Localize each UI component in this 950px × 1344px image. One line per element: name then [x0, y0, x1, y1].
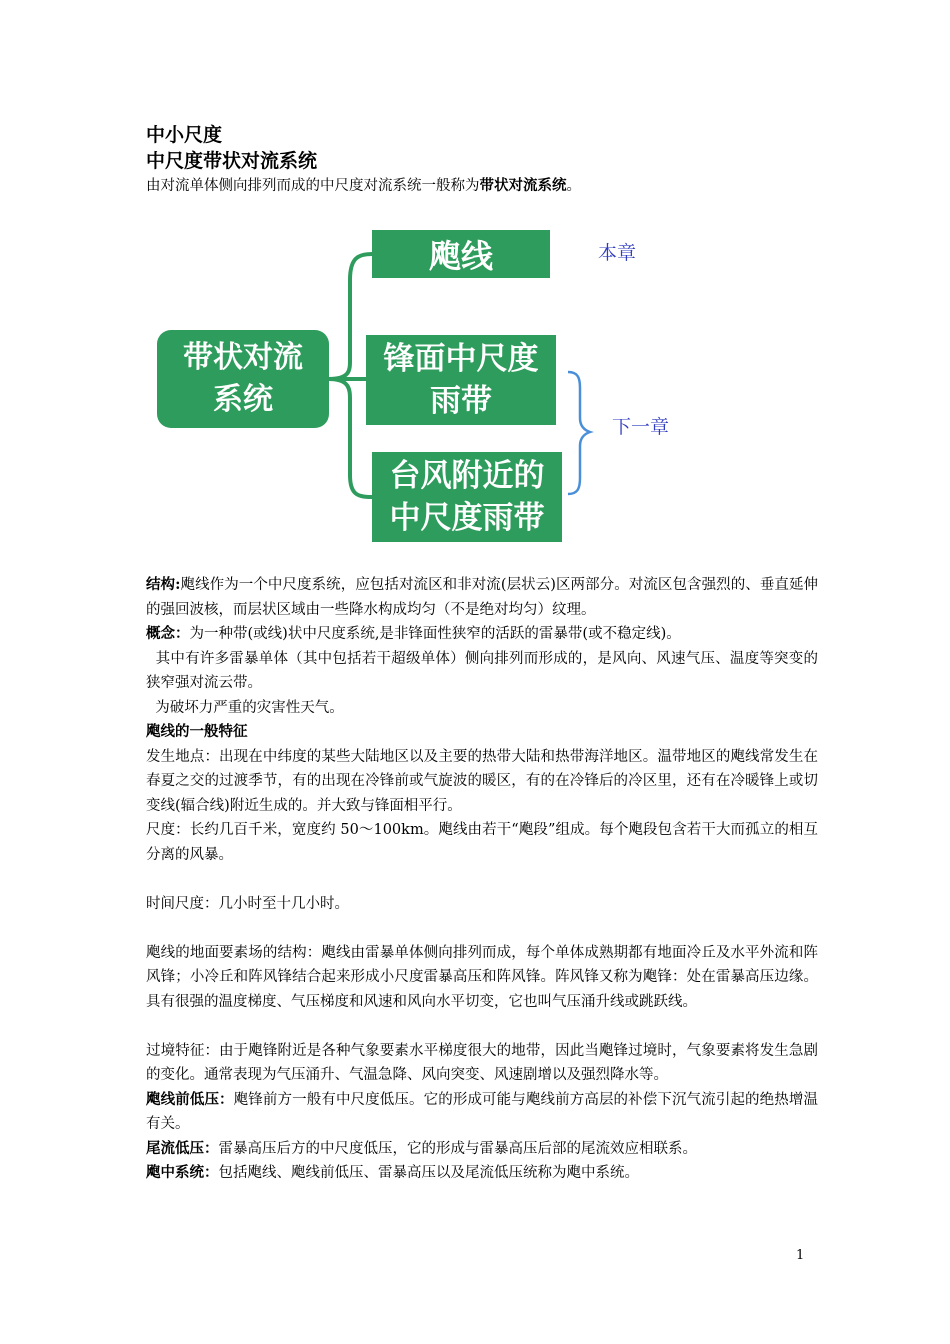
branch-node-typhoon-rainband [372, 452, 562, 542]
intro-bold-term: 带状对流系统 [479, 177, 567, 194]
paragraph-text: 发生地点：出现在中纬度的某些大陆地区以及主要的热带大陆和热带海洋地区。温带地区的飑线常发生在春夏之交的过渡季节，有的出现在冷锋前或气旋波的暖区，有的在冷锋后的冷区里，还有在冷暖锋上或切变线(辐合线)附近生成的。并大致与锋面相平行。 [146, 748, 818, 814]
paragraph [146, 573, 818, 622]
paragraph [146, 647, 818, 696]
blank-line [146, 1014, 818, 1039]
paragraph-label: 飑中系统： [146, 1164, 219, 1181]
branch-label-1: 飑线 [428, 237, 493, 275]
branch-node-frontal-rainband [366, 335, 556, 425]
paragraph-label: 概念： [146, 625, 190, 642]
section-heading-text: 飑线的一般特征 [146, 723, 248, 740]
paragraph-text: 雷暴高压后方的中尺度低压，它的形成与雷暴高压后部的尾流效应相联系。 [218, 1140, 697, 1157]
branch-label-3: 台风附近的 中尺度雨带 [389, 458, 545, 536]
paragraph-label: 尾流低压： [146, 1139, 219, 1157]
heading-1: 中小尺度 [146, 124, 223, 146]
paragraph-text: 时间尺度：几小时至十几小时。 [146, 895, 349, 912]
page-number: 1 [796, 1248, 805, 1263]
paragraph-text: 飑锋前方一般有中尺度低压。它的形成可能与飑线前方高层的补偿下沉气流引起的绝热增温有关。 [146, 1091, 819, 1132]
blank-line [146, 916, 818, 941]
branch-node-squall-line [372, 230, 550, 278]
paragraph-text: 为破坏力严重的灾害性天气。 [146, 699, 344, 716]
paragraph-text: 飑线作为一个中尺度系统，应包括对流区和非对流(层状云)区两部分。对流区包含强烈的、垂直延伸的强回波核，而层状区域由一些降水构成均匀（不是绝对均匀）纹理。 [146, 577, 819, 618]
curly-brace [568, 372, 590, 494]
paragraph [146, 696, 818, 721]
intro-end: 。 [566, 178, 581, 194]
paragraph-text: 尺度：长约几百千米，宽度约 50～100km。飑线由若干“飑段”组成。每个飑段包含若干大而孤立的相互分离的风暴。 [146, 822, 818, 863]
paragraph [146, 1137, 818, 1162]
paragraph [146, 1039, 818, 1088]
paragraph [146, 1161, 818, 1186]
paragraph-text: 其中有许多雷暴单体（其中包括若干超级单体）侧向排列而形成的，是风向、风速气压、温度等突变的狭窄强对流云带。 [146, 650, 819, 691]
paragraph [146, 1088, 818, 1137]
root-node [157, 330, 329, 428]
paragraph-text: 过境特征：由于飑锋附近是各种气象要素水平梯度很大的地带，因此当飑锋过境时，气象要素将发生急剧的变化。通常表现为气压涌升、气温急降、风向突变、风速剧增以及强烈降水等。 [146, 1042, 818, 1083]
body-text [146, 573, 818, 1186]
root-node-label: 带状对流 系统 [183, 340, 303, 417]
intro-text: 由对流单体侧向排列而成的中尺度对流系统一般称为 [146, 178, 480, 194]
paragraph-text: 包括飑线、飑线前低压、雷暴高压以及尾流低压统称为飑中系统。 [218, 1165, 639, 1181]
section-heading [146, 720, 818, 745]
paragraph-text: 飑线的地面要素场的结构：飑线由雷暴单体侧向排列而成，每个单体成熟期都有地面冷丘及水平外流和阵风锋；小冷丘和阵风锋结合起来形成小尺度雷暴高压和阵风锋。阵风锋又称为飑锋：处在雷暴高压边缘。具有很强的温度梯度、气压梯度和风速和风向水平切变，它也叫气压涌升线或跳跃线。 [146, 944, 818, 1010]
intro-sentence [146, 175, 581, 197]
paragraph-text: 为一种带(或线)状中尺度系统,是非锋面性狭窄的活跃的雷暴带(或不稳定线)。 [189, 626, 681, 642]
paragraph [146, 941, 818, 1015]
paragraph [146, 892, 818, 917]
mind-map-diagram [150, 220, 710, 560]
paragraph [146, 622, 818, 647]
branch-label-2: 锋面中尺度 雨带 [383, 341, 539, 419]
note-next-chapter: 下一章 [612, 416, 670, 438]
paragraph [146, 745, 818, 819]
paragraph-label: 飑线前低压： [146, 1090, 234, 1108]
heading-2: 中尺度带状对流系统 [146, 150, 318, 172]
paragraph [146, 818, 818, 867]
note-this-chapter: 本章 [598, 242, 637, 264]
blank-line [146, 867, 818, 892]
paragraph-label: 结构: [146, 576, 181, 593]
